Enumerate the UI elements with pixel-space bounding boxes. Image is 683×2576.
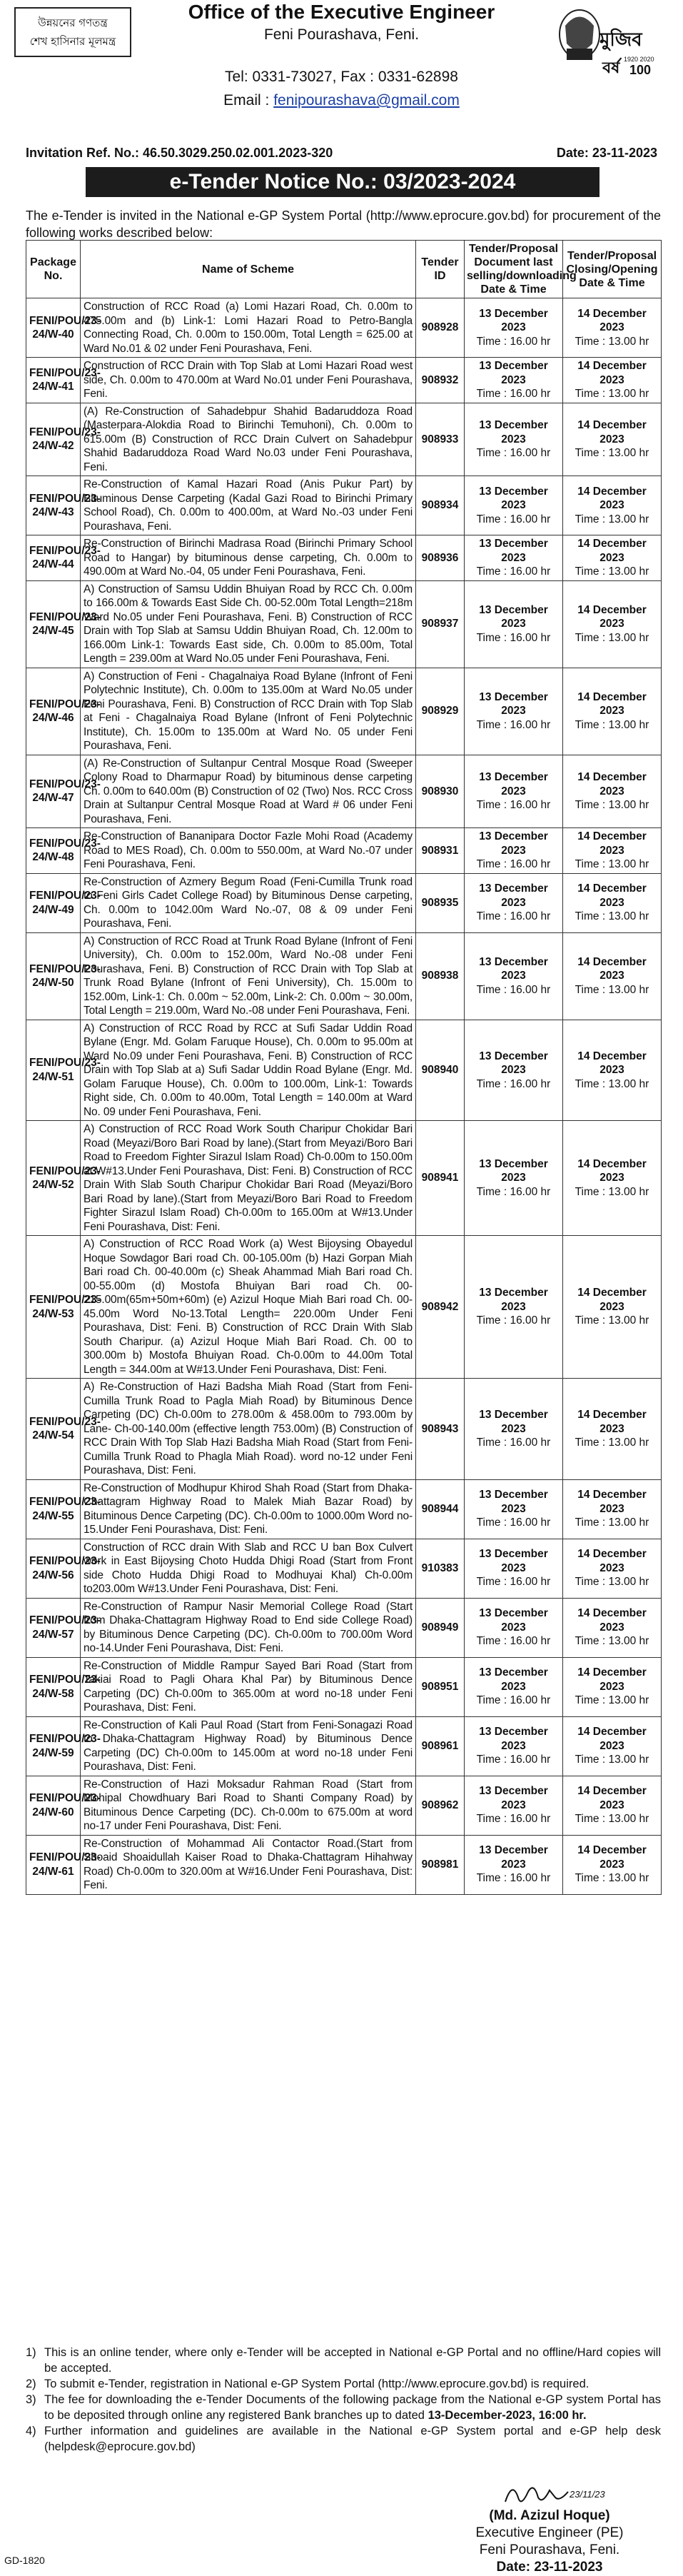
signatory-name: (Md. Azizul Hoque) [489, 2508, 610, 2523]
table-row [26, 476, 662, 535]
selling-date: 13 December 2023 [479, 1157, 548, 1184]
package-cell: FENI/POU/23-24/W-42 [26, 403, 81, 476]
note-item [26, 2423, 661, 2455]
closing-time: Time : 13.00 hr [575, 1813, 649, 1826]
note-text-before: To submit e-Tender, registration in National e-GP System Portal ( [44, 2378, 382, 2390]
selling-date: 13 December 2023 [479, 1287, 548, 1313]
scheme-cell: Re-Construction of Modhupur Khirod Shah Road (Start from Dhaka-Chattagram Highway Road to Malek Miah Bazar Road) by Bituminous Dence Carpeting (DC). Ch-0.00m to 1000.00m Word no-15.Under Feni Pourashava, Dist: Feni. [81, 1479, 416, 1539]
selling-time: Time : 16.00 hr [476, 1813, 551, 1826]
signatory-designation: Executive Engineer (PE) [475, 2525, 624, 2540]
selling-time: Time : 16.00 hr [476, 1576, 551, 1589]
selling-date-cell [465, 1479, 563, 1539]
closing-date-cell [563, 535, 662, 581]
scheme-cell: Re-Construction of Rampur Nasir Memorial College Road (Start from Dhaka-Chattagram Highway Road to End side College Road) by Bituminous Dence Carpeting (DC). Ch-0.00m to 700.00m Word no-14.Under Feni Pourashava, Dist: Feni. [81, 1598, 416, 1657]
tender-id-cell: 908981 [416, 1835, 465, 1894]
selling-date-cell [465, 1835, 563, 1894]
table-row [26, 932, 662, 1020]
table-row [26, 1539, 662, 1598]
closing-date-cell [563, 873, 662, 932]
selling-date: 13 December 2023 [479, 1666, 548, 1693]
closing-date: 14 December 2023 [577, 1785, 647, 1811]
package-cell: FENI/POU/23-24/W-51 [26, 1020, 81, 1121]
selling-date-cell [465, 1716, 563, 1776]
tender-id-cell: 908962 [416, 1776, 465, 1835]
tender-id-cell: 910383 [416, 1539, 465, 1598]
selling-date-cell [465, 358, 563, 403]
closing-date-cell [563, 1835, 662, 1894]
selling-date-cell [465, 828, 563, 874]
tender-id-cell: 908934 [416, 476, 465, 535]
logo-text-bn: মুজিব [599, 29, 642, 51]
closing-time: Time : 13.00 hr [575, 631, 649, 644]
closing-date: 14 December 2023 [577, 1409, 647, 1435]
table-row [26, 873, 662, 932]
tender-id-cell: 908937 [416, 580, 465, 668]
signature-scribble-icon [500, 2476, 607, 2512]
tender-id-cell: 908935 [416, 873, 465, 932]
closing-time: Time : 13.00 hr [575, 983, 649, 996]
selling-time: Time : 16.00 hr [476, 1516, 551, 1529]
closing-date: 14 December 2023 [577, 830, 647, 857]
tender-table [26, 240, 662, 1895]
package-cell: FENI/POU/23-24/W-48 [26, 828, 81, 874]
selling-date-cell [465, 476, 563, 535]
note-number: 4) [26, 2425, 36, 2437]
eprocure-link[interactable]: http://www.eprocure.gov.bd [370, 208, 525, 223]
closing-date-cell [563, 403, 662, 476]
selling-date: 13 December 2023 [479, 1050, 548, 1076]
selling-date-cell [465, 873, 563, 932]
selling-time: Time : 16.00 hr [476, 388, 551, 400]
closing-time: Time : 13.00 hr [575, 335, 649, 348]
package-cell: FENI/POU/23-24/W-61 [26, 1835, 81, 1894]
intro-text-after: ) for procurement of the following works described below: [26, 208, 661, 240]
selling-date: 13 December 2023 [479, 1548, 548, 1574]
package-cell: FENI/POU/23-24/W-54 [26, 1379, 81, 1480]
closing-date-cell [563, 1657, 662, 1716]
tender-id-cell: 908942 [416, 1236, 465, 1379]
scheme-cell: Re-Construction of Mohammad Ali Contactor Road.(Start from Shoaid Shoaidullah Kaiser Road to Dhaka-Chattagram Hihahway Road) Ch-0.00m to 320.00m at W#16.Under Feni Pourashava, Dist: Feni. [81, 1835, 416, 1894]
signatory-office: Feni Pourashava, Feni. [479, 2542, 620, 2557]
bangla-slogan-line-1: উন্নয়নের গণতন্ত্র [38, 16, 108, 29]
closing-time: Time : 13.00 hr [575, 565, 649, 578]
selling-date: 13 December 2023 [479, 882, 548, 909]
selling-date: 13 December 2023 [479, 771, 548, 798]
note-number: 2) [26, 2378, 36, 2390]
selling-date-cell [465, 1776, 563, 1835]
scheme-cell: A) Construction of Samsu Uddin Bhuiyan Road by RCC Ch. 0.00m to 166.00m & Towards East Side Ch. 00-52.00m Total Length=218m Ward No.05 under Feni Pourashava, Feni. B) Construction of RCC Drain with Top Slab at Samsu Uddin Bhuiyan Road, Ch. 12.00m to 166.00m Link-1: Towards East side, Ch. 0.00m to 85.00m, Total Length = 239.00m at Ward No.05 under Feni Pourashava, Feni. [81, 580, 416, 668]
selling-date: 13 December 2023 [479, 690, 548, 718]
table-row [26, 298, 662, 358]
tender-id-cell: 908941 [416, 1121, 465, 1236]
selling-date-cell [465, 298, 563, 358]
header-closing-date: Tender/Proposal Closing/Opening Date & Time [563, 241, 662, 298]
scheme-cell: Construction of RCC drain With Slab and RCC U ban Box Culvert work in East Bijoysing Choto Hudda Dhigi Road (Start from Front side Choto Hudda Dhigi Road to Modhuyai Khal) Ch-0.00m to203.00m W#13.Under Feni Pourashava, Dist: Feni. [81, 1539, 416, 1598]
closing-date: 14 December 2023 [577, 690, 647, 718]
invitation-ref-prefix: Invitation Ref. No.: 46.50.3029.250.02.001.2023- [26, 146, 312, 160]
tender-id-cell: 908961 [416, 1716, 465, 1776]
package-cell: FENI/POU/23-24/W-52 [26, 1121, 81, 1236]
closing-date-cell [563, 668, 662, 755]
scheme-cell: Re-Construction of Bananipara Doctor Fazle Mohi Road (Academy Road to MES Road), Ch. 0.00m to 550.00m, at Ward No.-07 under Feni Pourashava, Feni. [81, 828, 416, 874]
scheme-cell: (A) Re-Construction of Sahadebpur Shahid Badaruddoza Road (Masterpara-Alokdia Road to Birinchi Temuhoni), Ch. 0.00m to 615.00m (B) Construction of RCC Drain Culvert on Sahadebpur Shahid Badaruddoza Road Ward No.03 under Feni Pourashava, Feni. [81, 403, 416, 476]
closing-time: Time : 13.00 hr [575, 1437, 649, 1449]
table-row [26, 403, 662, 476]
package-cell: FENI/POU/23-24/W-46 [26, 668, 81, 755]
package-cell: FENI/POU/23-24/W-60 [26, 1776, 81, 1835]
tender-id-cell: 908931 [416, 828, 465, 874]
package-cell: FENI/POU/23-24/W-56 [26, 1539, 81, 1598]
selling-date-cell [465, 932, 563, 1020]
package-cell: FENI/POU/23-24/W-57 [26, 1598, 81, 1657]
tender-id-cell: 908940 [416, 1020, 465, 1121]
table-header-row [26, 241, 662, 298]
tender-id-cell: 908933 [416, 403, 465, 476]
table-row [26, 1835, 662, 1894]
table-row [26, 828, 662, 874]
selling-date: 13 December 2023 [479, 1489, 548, 1515]
package-cell: FENI/POU/23-24/W-50 [26, 932, 81, 1020]
package-cell: FENI/POU/23-24/W-40 [26, 298, 81, 358]
note-text-before: Further information and guidelines are available in the National e-GP System portal and e-GP help desk ( [44, 2425, 661, 2453]
selling-date: 13 December 2023 [479, 1607, 548, 1634]
selling-time: Time : 16.00 hr [476, 513, 551, 525]
package-cell: FENI/POU/23-24/W-58 [26, 1657, 81, 1716]
mujib-borsho-logo-icon [550, 4, 657, 83]
selling-time: Time : 16.00 hr [476, 799, 551, 811]
tender-id-cell: 908932 [416, 358, 465, 403]
closing-date: 14 December 2023 [577, 603, 647, 630]
table-row [26, 755, 662, 828]
closing-date-cell [563, 298, 662, 358]
scheme-cell: Re-Construction of Kamal Hazari Road (Anis Pukur Part) by Bituminous Dense Carpeting (Kadal Gazi Road to Birinchi Primary School Road), Ch. 0.00m to 400.00m, at Ward No.-03 under Feni Pourashava, Feni. [81, 476, 416, 535]
closing-date: 14 December 2023 [577, 1157, 647, 1184]
closing-date: 14 December 2023 [577, 1050, 647, 1076]
closing-time: Time : 13.00 hr [575, 799, 649, 811]
selling-date-cell [465, 1121, 563, 1236]
selling-date: 13 December 2023 [479, 1844, 548, 1871]
footer-code: GD-1820 [4, 2555, 45, 2566]
closing-time: Time : 13.00 hr [575, 1754, 649, 1766]
signature-block [428, 2507, 671, 2576]
note-text-after: ) is required. [523, 2378, 590, 2390]
closing-date: 14 December 2023 [577, 1666, 647, 1693]
closing-date-cell [563, 1598, 662, 1657]
closing-date: 14 December 2023 [577, 1287, 647, 1313]
scheme-cell: Construction of RCC Drain with Top Slab at Lomi Hazari Road west side, Ch. 0.00m to 470.00m at Ward No.01 under Feni Pourashava, Feni. [81, 358, 416, 403]
note-text-before: The fee for downloading the e-Tender Documents of the following package from the National e-GP system Portal has to be deposited through online any registered Bank branches up to dated [44, 2393, 661, 2422]
selling-time: Time : 16.00 hr [476, 1437, 551, 1449]
closing-date-cell [563, 1776, 662, 1835]
signature-date: Date: 23-11-2023 [496, 2560, 603, 2575]
header-package: Package No. [26, 241, 81, 298]
table-row [26, 1776, 662, 1835]
scheme-cell: Re-Construction of Hazi Moksadur Rahman Road (Start from Mohipal Chowdhuary Bari Road to Shanti Company Road) by Bituminous Dence Carpeting (DC). Ch-0.00m to 675.00m at word no-17 under Feni Pourashava, Dist: Feni. [81, 1776, 416, 1835]
note-text-after: ) [191, 2440, 196, 2453]
note-item [26, 2376, 661, 2392]
scheme-cell: A) Construction of RCC Road Work (a) West Bijoysing Obayedul Hoque Sowdagor Bari road Ch. 00-105.00m (b) Hazi Gorpan Miah Bari road Ch. 00-40.00m (c) Sheak Ahammad Miah Bari road Ch. 00-55.00m (d) Mostofa Bhuiyan Bari road Ch. 00-215.00m(65m+50m+60m) (e) Azizul Hoque Miah Bari road Ch. 00-45.00m Word No-13.Total Length= 220.00m Under Feni Pourashava, Dist: Feni. B) Construction of RCC Drain With Slab South Charipur. (a) Azizul Hoque Miah Bari Road. Ch. 00 to 300.00m b) Mostofa Bhuiyan Road. Ch-0.00m to 44.00m Total Length = 344.00m at W#13.Under Feni Pourashava, Dist: Feni. [81, 1236, 416, 1379]
closing-time: Time : 13.00 hr [575, 1872, 649, 1885]
package-cell: FENI/POU/23-24/W-47 [26, 755, 81, 828]
closing-date-cell [563, 1716, 662, 1776]
closing-date: 14 December 2023 [577, 955, 647, 982]
selling-date-cell [465, 1539, 563, 1598]
selling-date-cell [465, 580, 563, 668]
package-cell: FENI/POU/23-24/W-41 [26, 358, 81, 403]
scheme-cell: Re-Construction of Kali Paul Road (Start from Feni-Sonagazi Road to Dhaka-Chattagram Highway Road) by Bituminous Dence Carpeting (DC) Ch-0.00m to 145.00m at word no-18 under Feni Pourashava, Dist: Feni. [81, 1716, 416, 1776]
office-email [0, 91, 683, 110]
table-row [26, 580, 662, 668]
table-row [26, 535, 662, 581]
selling-time: Time : 16.00 hr [476, 1694, 551, 1707]
tender-id-cell: 908928 [416, 298, 465, 358]
scheme-cell: Re-Construction of Middle Rampur Sayed Bari Road (Start from Takiai Road to Pagli Ohara Khal Par) by Bituminous Dence Carpeting (DC) Ch-0.00m to 365.00m at word no-18 under Feni Pourashava, Dist: Feni. [81, 1657, 416, 1716]
closing-date-cell [563, 932, 662, 1020]
header-scheme: Name of Scheme [81, 241, 416, 298]
note-number: 3) [26, 2393, 36, 2406]
selling-date-cell [465, 668, 563, 755]
package-cell: FENI/POU/23-24/W-59 [26, 1716, 81, 1776]
note-number: 1) [26, 2346, 36, 2359]
logo-years: 1920 2020 [624, 56, 654, 63]
note-item [26, 2392, 661, 2423]
selling-time: Time : 16.00 hr [476, 335, 551, 348]
scheme-cell: Construction of RCC Road (a) Lomi Hazari Road, Ch. 0.00m to 475.00m and (b) Link-1: Lomi Hazari Road to Petro-Bangla Connecting Road, Ch. 0.00m to 150.00m, Total Length = 625.00 at Ward No.01 & 02 under Feni Pourashava, Feni. [81, 298, 416, 358]
selling-date-cell [465, 755, 563, 828]
intro-paragraph [26, 207, 661, 241]
tender-id-cell: 908951 [416, 1657, 465, 1716]
closing-time: Time : 13.00 hr [575, 1077, 649, 1090]
note-item [26, 2345, 661, 2376]
office-location: Feni Pourashava, Feni. [263, 26, 420, 43]
scheme-cell: Re-Construction of Azmery Begum Road (Feni-Cumilla Trunk road to Feni Girls Cadet College Road) by Bituminous Dense carpeting, Ch. 0.00m to 1042.00m Ward No.-07, 08 & 09 under Feni Pourashava, Feni. [81, 873, 416, 932]
package-cell: FENI/POU/23-24/W-53 [26, 1236, 81, 1379]
note-text [44, 2392, 661, 2423]
scheme-cell: Re-Construction of Birinchi Madrasa Road (Birinchi Primary School Road to Hangar) by bituminous dense carpeting, Ch. 0.00m to 490.00m at Ward No.-04, 05 under Feni Pourashava, Feni. [81, 535, 416, 581]
closing-time: Time : 13.00 hr [575, 1694, 649, 1707]
tender-id-cell: 908938 [416, 932, 465, 1020]
closing-time: Time : 13.00 hr [575, 858, 649, 870]
email-label: Email : [223, 92, 270, 109]
selling-time: Time : 16.00 hr [476, 1185, 551, 1198]
selling-date-cell [465, 1657, 563, 1716]
note-text: This is an online tender, where only e-Tender will be accepted in National e-GP Portal and no offline/Hard copies will be accepted. [44, 2346, 661, 2375]
scheme-cell: A) Construction of RCC Road by RCC at Sufi Sadar Uddin Road Bylane (Engr. Md. Golam Faruque House), Ch. 0.00m to 95.00m at Ward No.09 under Feni Pourashava, Feni. B) Construction of RCC Drain with Top Slab at a) Sufi Sadar Uddin Road Bylane (Engr. Md. Golam Faruque House), Ch. 0.00m to 100.00m, Link-1: Towards Right side, Ch. 0.00m to 40.00m, Total Length = 140.00m at Ward No. 09 under Feni Pourashava, Feni. [81, 1020, 416, 1121]
selling-time: Time : 16.00 hr [476, 910, 551, 923]
selling-date-cell [465, 403, 563, 476]
table-row [26, 1236, 662, 1379]
closing-time: Time : 13.00 hr [575, 910, 649, 923]
closing-date-cell [563, 358, 662, 403]
closing-date: 14 December 2023 [577, 1548, 647, 1574]
selling-date: 13 December 2023 [479, 419, 548, 446]
closing-time: Time : 13.00 hr [575, 1314, 649, 1327]
table-row [26, 668, 662, 755]
tender-id-cell: 908930 [416, 755, 465, 828]
invitation-ref-number: 320 [311, 146, 333, 160]
selling-date: 13 December 2023 [479, 830, 548, 857]
closing-time: Time : 13.00 hr [575, 1516, 649, 1529]
scheme-cell: A) Construction of RCC Road at Trunk Road Bylane (Infront of Feni University), Ch. 0.00m to 152.00m, Ward No.-08 under Feni Pourashava, Feni. B) Construction of RCC Drain with Top Slab at Trunk Road Bylane (Infront of Feni University), Ch. 15.00m to 152.00m, Link-1: Ch. 0.00m ~ 52.00m, Link-2: Ch. 0.00m ~ 30.00m, Total Length = 219.00m, Ward No.-08 under Feni Pourashava, Feni. [81, 932, 416, 1020]
notice-title: e-Tender Notice No.: 03/2023-2024 [86, 167, 599, 197]
selling-time: Time : 16.00 hr [476, 718, 551, 731]
note-text [44, 2376, 661, 2392]
closing-time: Time : 13.00 hr [575, 447, 649, 459]
tender-id-cell: 908929 [416, 668, 465, 755]
closing-date-cell [563, 580, 662, 668]
closing-time: Time : 13.00 hr [575, 513, 649, 525]
selling-date: 13 December 2023 [479, 538, 548, 564]
selling-date-cell [465, 535, 563, 581]
closing-date-cell [563, 1379, 662, 1480]
office-title: Office of the Executive Engineer [188, 1, 495, 23]
package-cell: FENI/POU/23-24/W-55 [26, 1479, 81, 1539]
table-row [26, 1020, 662, 1121]
selling-date: 13 December 2023 [479, 603, 548, 630]
selling-time: Time : 16.00 hr [476, 1635, 551, 1648]
table-row [26, 1479, 662, 1539]
selling-time: Time : 16.00 hr [476, 565, 551, 578]
closing-date: 14 December 2023 [577, 538, 647, 564]
scheme-cell: A) Construction of RCC Road Work South Charipur Chokidar Bari Road (Meyazi/Boro Bari Road by lane).(Start from Meyazi/Boro Bari Road to Freedom Fighter Sirazul Islam Road) Ch-0.00m to 150.00m at W#13.Under Feni Pourashava, Dist: Feni. B) Construction of RCC Drain With Slab South Charipur Chokidar Bari Road (Meyazi/Boro Bari Road by lane).(Start from Meyazi/Boro Bari Road to Freedom Fighter Sirazul Islam Road) Ch-0.00m to 165.00m at W#13.Under Feni Pourashava, Dist: Feni. [81, 1121, 416, 1236]
selling-time: Time : 16.00 hr [476, 983, 551, 996]
table-row [26, 1657, 662, 1716]
table-row [26, 1121, 662, 1236]
selling-time: Time : 16.00 hr [476, 1077, 551, 1090]
selling-date-cell [465, 1379, 563, 1480]
selling-date-cell [465, 1020, 563, 1121]
bangla-slogan-line-2: শেখ হাসিনার মূলমন্ত্র [29, 35, 116, 48]
selling-time: Time : 16.00 hr [476, 1872, 551, 1885]
tender-id-cell: 908944 [416, 1479, 465, 1539]
selling-time: Time : 16.00 hr [476, 631, 551, 644]
package-cell: FENI/POU/23-24/W-49 [26, 873, 81, 932]
closing-time: Time : 13.00 hr [575, 1185, 649, 1198]
closing-date: 14 December 2023 [577, 360, 647, 386]
selling-date: 13 December 2023 [479, 360, 548, 386]
selling-date: 13 December 2023 [479, 1409, 548, 1435]
table-row [26, 1379, 662, 1480]
selling-date: 13 December 2023 [479, 485, 548, 512]
closing-date-cell [563, 1020, 662, 1121]
tender-table-body [26, 298, 662, 1895]
closing-date-cell [563, 828, 662, 874]
closing-date: 14 December 2023 [577, 882, 647, 909]
tender-id-cell: 908936 [416, 535, 465, 581]
closing-date: 14 December 2023 [577, 1489, 647, 1515]
selling-time: Time : 16.00 hr [476, 858, 551, 870]
closing-time: Time : 13.00 hr [575, 1576, 649, 1589]
closing-date-cell [563, 755, 662, 828]
header-selling-date: Tender/Proposal Document last selling/downloading Date & Time [465, 241, 563, 298]
closing-date: 14 December 2023 [577, 307, 647, 334]
table-row [26, 358, 662, 403]
selling-time: Time : 16.00 hr [476, 1314, 551, 1327]
note-helpdesk-link[interactable]: helpdesk@eprocure.gov.bd [48, 2440, 192, 2453]
table-row [26, 1716, 662, 1776]
note-text [44, 2423, 661, 2455]
closing-date: 14 December 2023 [577, 1844, 647, 1871]
table-row [26, 1598, 662, 1657]
office-telephone: Tel: 0331-73027, Fax : 0331-62898 [225, 69, 458, 85]
selling-time: Time : 16.00 hr [476, 1754, 551, 1766]
note-eprocure-link[interactable]: http://www.eprocure.gov.bd [381, 2378, 524, 2390]
notice-date: Date: 23-11-2023 [556, 146, 657, 160]
selling-date-cell [465, 1598, 563, 1657]
scheme-cell: A) Re-Construction of Hazi Badsha Miah Road (Start from Feni-Cumilla Trunk Road to Pagla Miah Road) by Bituminous Dence Carpeting (DC) Ch-0.00m to 278.00m & 458.00m to 793.00m by Lane- Ch-00-140.00m (effective length 753.00m) (B) Construction of RCC Drain With Top Slab Hazi Badsha Miah Road (Start from Feni-Cumilla Trunk Road to Phagla Miah Road). word no-12 under Feni Pourashava, Dist: Feni. [81, 1379, 416, 1480]
email-link[interactable]: fenipourashava@gmail.com [273, 92, 460, 109]
logo-text-bn2: বর্ষ [602, 59, 620, 77]
selling-date: 13 December 2023 [479, 1785, 548, 1811]
package-cell: FENI/POU/23-24/W-45 [26, 580, 81, 668]
closing-date-cell [563, 1539, 662, 1598]
selling-date: 13 December 2023 [479, 307, 548, 334]
signature-handwritten-date: 23/11/23 [570, 2489, 605, 2500]
package-cell: FENI/POU/23-24/W-44 [26, 535, 81, 581]
closing-date: 14 December 2023 [577, 485, 647, 512]
closing-date: 14 December 2023 [577, 1607, 647, 1634]
closing-date: 14 December 2023 [577, 419, 647, 446]
tender-id-cell: 908949 [416, 1598, 465, 1657]
header-tender-id: Tender ID [416, 241, 465, 298]
closing-date-cell [563, 1236, 662, 1379]
selling-date: 13 December 2023 [479, 955, 548, 982]
selling-time: Time : 16.00 hr [476, 447, 551, 459]
logo-100: 100 [629, 63, 652, 77]
selling-date-cell [465, 1236, 563, 1379]
tender-id-cell: 908943 [416, 1379, 465, 1480]
closing-date-cell [563, 476, 662, 535]
closing-time: Time : 13.00 hr [575, 718, 649, 731]
closing-time: Time : 13.00 hr [575, 1635, 649, 1648]
note-deadline: 13-December-2023, 16:00 hr. [427, 2409, 587, 2422]
closing-date-cell [563, 1479, 662, 1539]
selling-date: 13 December 2023 [479, 1726, 548, 1752]
closing-date-cell [563, 1121, 662, 1236]
closing-time: Time : 13.00 hr [575, 388, 649, 400]
package-cell: FENI/POU/23-24/W-43 [26, 476, 81, 535]
intro-text-before: The e-Tender is invited in the National e-GP System Portal ( [26, 208, 370, 223]
scheme-cell: A) Construction of Feni - Chagalnaiya Road Bylane (Infront of Feni Polytechnic Institute), Ch. 0.00m to 135.00m at Ward No.05 under Feni Pourashava, Feni. B) Construction of RCC Drain with Top Slab at Feni - Chagalnaiya Road Bylane (Infront of Feni Polytechnic Institute), Ch. 15.00m to 135.00m at Ward No. 05 under Feni Pourashava, Feni. [81, 668, 416, 755]
closing-date: 14 December 2023 [577, 771, 647, 798]
invitation-reference [26, 146, 333, 161]
notes-list [26, 2345, 661, 2455]
scheme-cell: (A) Re-Construction of Sultanpur Central Mosque Road (Sweeper Colony Road to Dharmapur Road) by bituminous dense carpeting Ch. 0.00m to 640.00m (B) Construction of 02 (Two) Nos. RCC Cross Drain at Sultanpur Central Mosque Road at Ward # 06 under Feni Pourashava, Feni. [81, 755, 416, 828]
closing-date: 14 December 2023 [577, 1726, 647, 1752]
